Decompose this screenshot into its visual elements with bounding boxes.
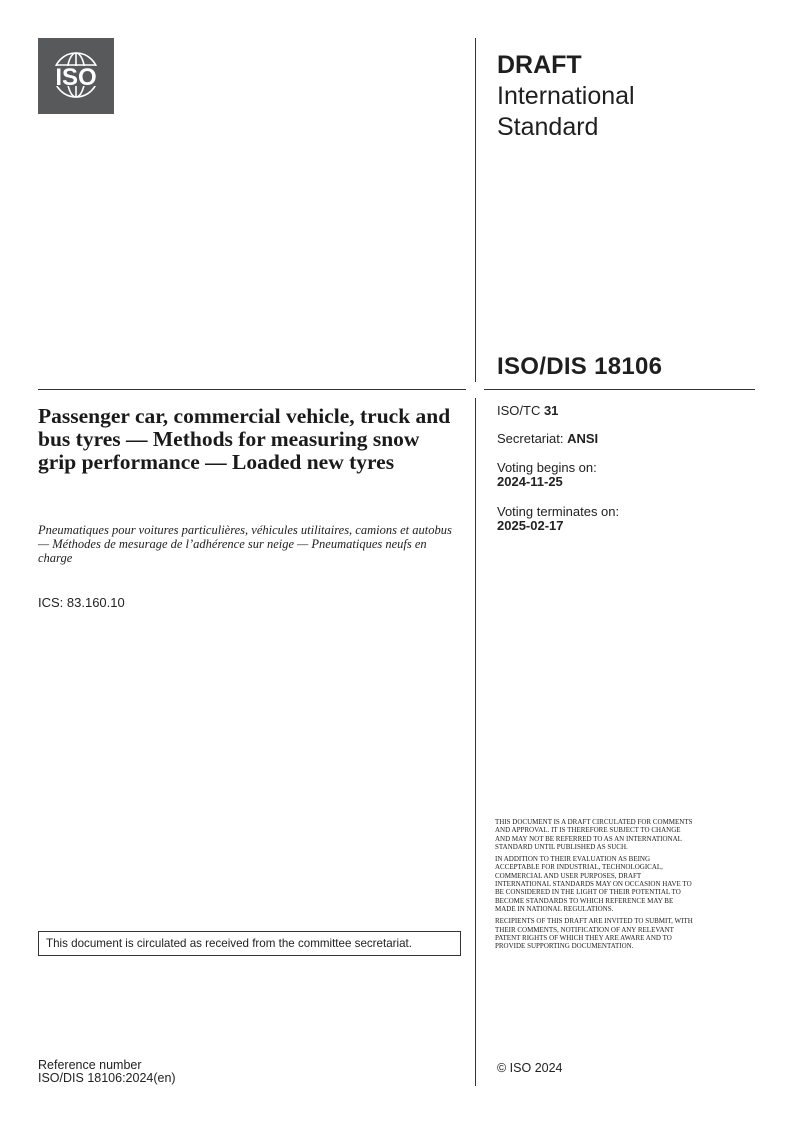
vertical-divider-top <box>475 38 476 382</box>
disclaimer-paragraph-3: RECIPIENTS OF THIS DRAFT ARE INVITED TO SUBMIT, WITH THEIR COMMENTS, NOTIFICATION OF ANY RELEVANT PATENT RIGHTS OF WHICH THEY ARE AWARE AND TO PROVIDE SUPPORTING DOCUMENTATION. <box>495 917 693 951</box>
technical-committee <box>497 404 558 418</box>
secretariat-label: Secretariat: <box>497 431 568 446</box>
secretariat <box>497 432 598 446</box>
tc-value: 31 <box>543 403 559 418</box>
draft-label-line-2: International <box>497 82 635 110</box>
draft-disclaimer <box>495 818 695 954</box>
circulation-notice: This document is circulated as received from the committee secretariat. <box>38 931 461 956</box>
tc-label: ISO/TC <box>497 403 544 418</box>
iso-logo <box>38 38 114 114</box>
reference-number <box>38 1059 176 1085</box>
voting-begins-label: Voting begins on: <box>497 460 597 475</box>
disclaimer-paragraph-1: THIS DOCUMENT IS A DRAFT CIRCULATED FOR COMMENTS AND APPROVAL. IT IS THEREFORE SUBJECT TO CHANGE AND MAY NOT BE REFERRED TO AS AN INTERNATIONAL STANDARD UNTIL PUBLISHED AS SUCH. <box>495 818 693 851</box>
iso-globe-icon <box>38 38 114 114</box>
horizontal-rule-left <box>38 389 466 390</box>
draft-label <box>497 50 747 143</box>
ics-code: ICS: 83.160.10 <box>38 595 125 610</box>
draft-label-line-3: Standard <box>497 113 599 141</box>
document-number: ISO/DIS 18106 <box>497 353 663 380</box>
draft-label-line-1: DRAFT <box>497 51 582 79</box>
voting-terminates <box>497 505 619 533</box>
reference-value: ISO/DIS 18106:2024(en) <box>38 1071 176 1085</box>
voting-terminates-label: Voting terminates on: <box>497 504 620 519</box>
logo-text: ISO <box>55 64 97 91</box>
voting-begins <box>497 461 597 489</box>
secretariat-value: ANSI <box>567 431 599 446</box>
disclaimer-paragraph-2: IN ADDITION TO THEIR EVALUATION AS BEING ACCEPTABLE FOR INDUSTRIAL, TECHNOLOGICAL, COMMERCIAL AND USER PURPOSES, DRAFT INTERNATIONAL STANDARDS MAY ON OCCASION HAVE TO BE CONSIDERED IN THE LIGHT OF THEIR POTENTIAL TO BECOME STANDARDS TO WHICH REFERENCE MAY BE MADE IN NATIONAL REGULATIONS. <box>495 855 692 913</box>
copyright: © ISO 2024 <box>497 1061 563 1075</box>
vertical-divider-bottom <box>475 398 476 1086</box>
horizontal-rule-right <box>484 389 755 390</box>
voting-terminates-date: 2025-02-17 <box>497 518 564 533</box>
reference-label: Reference number <box>38 1058 142 1072</box>
title-english: Passenger car, commercial vehicle, truck and bus tyres — Methods for measuring snow grip performance — Loaded new tyres <box>38 404 451 474</box>
title-french: Pneumatiques pour voitures particulières, véhicules utilitaires, camions et autobus — Méthodes de mesurage de l’adhérence sur neige — Pneumatiques neufs en charge <box>38 523 452 565</box>
voting-begins-date: 2024-11-25 <box>497 474 563 489</box>
